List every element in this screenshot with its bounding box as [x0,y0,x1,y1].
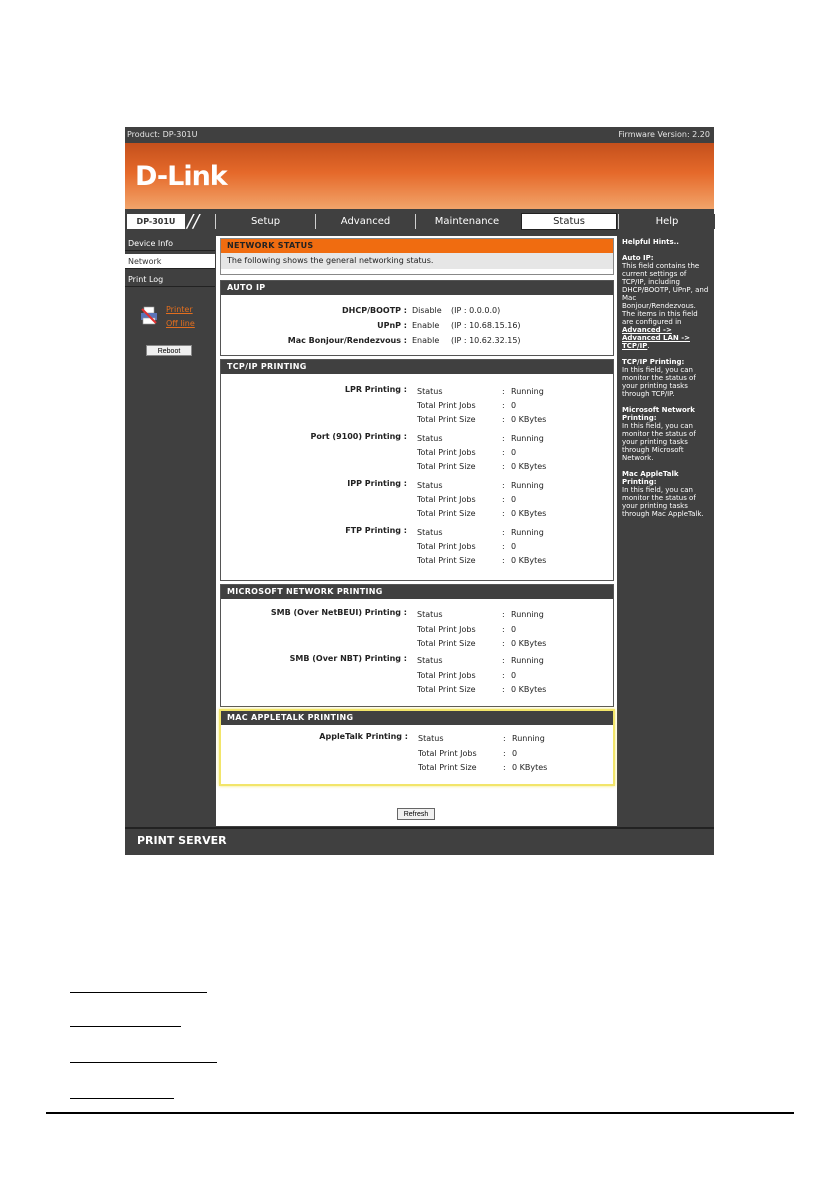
sidebar-item-device-info[interactable]: Device Info [125,236,215,251]
tab-advanced[interactable]: Advanced [315,214,415,229]
separator: : [502,685,505,694]
separator: : [502,542,505,551]
bonjour-state: Enable [412,336,440,345]
firmware-label: Firmware Version: 2.20 [618,130,710,139]
field-status: Status [417,656,443,665]
separator: : [502,528,505,537]
ipp-label: IPP Printing : [347,479,407,488]
dlink-logo: D-Link [135,161,227,192]
field-status: Status [417,434,443,443]
ipp-size: 0 KBytes [511,509,547,518]
field-jobs: Total Print Jobs [417,542,476,551]
lpr-status: Running [511,387,544,396]
port9100-status: Running [511,434,544,443]
auto-ip-panel [220,280,614,356]
offline-link[interactable]: Off line [166,319,195,328]
ftp-status: Running [511,528,544,537]
separator: : [502,656,505,665]
top-bar [125,127,714,143]
field-status: Status [417,387,443,396]
separator: : [502,509,505,518]
port9100-label: Port (9100) Printing : [310,432,407,441]
hint-auto-ip-title: Auto IP: [622,254,654,262]
hint-microsoft-text: In this field, you can monitor the status of your printing tasks through Microsoft Network. [622,422,696,462]
separator: : [502,387,505,396]
smb-netbeui-label: SMB (Over NetBEUI) Printing : [270,608,407,617]
separator: : [502,556,505,565]
hint-mac-text: In this field, you can monitor the status of your printing tasks through Mac AppleTalk. [622,486,704,518]
smb-nbt-label: SMB (Over NBT) Printing : [289,654,407,663]
field-jobs: Total Print Jobs [418,749,477,758]
separator: : [502,610,505,619]
hint-auto-ip: Auto IP: This field contains the current settings of TCP/IP, including DHCP/BOOTP, UPnP, and Mac Bonjour/Rendezvous. The items in this field are configured in Advanced -> Advanced LAN -> TCP/IP. [622,254,709,350]
tcpip-panel [220,359,614,581]
footer-print-server: PRINT SERVER [125,827,714,855]
mac-appletalk-panel [219,709,615,786]
ftp-size: 0 KBytes [511,556,547,565]
network-status-panel [220,238,614,275]
network-status-title: NETWORK STATUS [221,239,613,253]
blank-underline [70,1026,181,1027]
smb-nbt-jobs: 0 [511,671,517,680]
tab-setup[interactable]: Setup [215,214,315,229]
ipp-jobs: 0 [511,495,517,504]
blank-underline [70,992,207,993]
slash-divider-icon: // [187,211,200,232]
smb-netbeui-jobs: 0 [511,625,517,634]
lpr-jobs: 0 [511,401,517,410]
mac-appletalk-title: MAC APPLETALK PRINTING [221,711,613,725]
separator: : [502,671,505,680]
microsoft-panel [220,584,614,707]
dhcp-bootp-state: Disable [412,306,442,315]
ftp-jobs: 0 [511,542,517,551]
field-size: Total Print Size [417,685,476,694]
appletalk-jobs: 0 [512,749,518,758]
hint-mac [622,470,711,518]
hint-tcpip-title: TCP/IP Printing: [622,358,685,366]
smb-nbt-size: 0 KBytes [511,685,547,694]
screenshot-frame [125,127,714,855]
separator: : [502,495,505,504]
smb-netbeui-size: 0 KBytes [511,639,547,648]
refresh-button[interactable]: Refresh [397,808,435,820]
separator: : [502,625,505,634]
port9100-jobs: 0 [511,448,517,457]
appletalk-status: Running [512,734,545,743]
field-size: Total Print Size [417,462,476,471]
field-size: Total Print Size [417,415,476,424]
field-jobs: Total Print Jobs [417,448,476,457]
smb-nbt-status: Running [511,656,544,665]
lpr-label: LPR Printing : [344,385,407,394]
separator: : [503,734,506,743]
sidebar-item-network[interactable]: Network [125,254,215,269]
advanced-lan-link[interactable]: Advanced -> Advanced LAN -> TCP/IP [622,326,690,350]
dhcp-bootp-ip: (IP : 0.0.0.0) [451,306,501,315]
brand-banner [125,143,714,209]
hint-mac-title: Mac AppleTalk Printing: [622,470,679,486]
reboot-button[interactable]: Reboot [146,345,192,356]
field-jobs: Total Print Jobs [417,401,476,410]
field-size: Total Print Size [417,509,476,518]
field-status: Status [417,481,443,490]
sidebar [125,236,216,826]
field-size: Total Print Size [418,763,477,772]
field-jobs: Total Print Jobs [417,495,476,504]
appletalk-size: 0 KBytes [512,763,548,772]
field-status: Status [418,734,444,743]
network-status-description: The following shows the general networking status. [221,253,613,269]
dhcp-bootp-label: DHCP/BOOTP : [342,306,407,315]
product-label: Product: DP-301U [127,130,198,139]
tab-help[interactable]: Help [618,214,715,229]
hint-microsoft-title: Microsoft Network Printing: [622,406,695,422]
field-jobs: Total Print Jobs [417,671,476,680]
separator: : [502,415,505,424]
main-nav [125,211,714,233]
separator: : [502,401,505,410]
port9100-size: 0 KBytes [511,462,547,471]
bonjour-ip: (IP : 10.62.32.15) [451,336,521,345]
separator: : [502,462,505,471]
field-size: Total Print Size [417,556,476,565]
appletalk-label: AppleTalk Printing : [319,732,408,741]
field-jobs: Total Print Jobs [417,625,476,634]
sidebar-item-print-log[interactable]: Print Log [125,272,215,287]
ipp-status: Running [511,481,544,490]
page-bottom-rule [46,1112,794,1114]
hint-auto-ip-text: This field contains the current settings of TCP/IP, including DHCP/BOOTP, UPnP, and Mac Bonjour/Rendezvous. The items in this field are configured in [622,262,709,326]
microsoft-title: MICROSOFT NETWORK PRINTING [221,585,613,599]
blank-underline [70,1062,217,1063]
smb-netbeui-status: Running [511,610,544,619]
printer-link[interactable]: Printer [166,305,193,314]
blank-underline [70,1098,174,1099]
separator: : [502,639,505,648]
separator: : [502,434,505,443]
field-status: Status [417,610,443,619]
hint-microsoft [622,406,711,462]
printer-icon [140,306,158,326]
upnp-state: Enable [412,321,440,330]
tab-maintenance[interactable]: Maintenance [415,214,518,229]
separator: : [503,749,506,758]
lpr-size: 0 KBytes [511,415,547,424]
tcpip-title: TCP/IP PRINTING [221,360,613,374]
model-label: DP-301U [127,214,185,229]
auto-ip-title: AUTO IP [221,281,613,295]
hints-title: Helpful Hints.. [622,238,679,246]
tab-status[interactable]: Status [521,213,617,230]
field-status: Status [417,528,443,537]
bonjour-label: Mac Bonjour/Rendezvous : [287,336,407,345]
upnp-label: UPnP : [377,321,407,330]
separator: : [503,763,506,772]
field-size: Total Print Size [417,639,476,648]
separator: : [502,481,505,490]
hint-tcpip-text: In this field, you can monitor the status of your printing tasks through TCP/IP. [622,366,696,398]
main-content [216,236,617,826]
hint-tcpip [622,358,711,398]
separator: : [502,448,505,457]
upnp-ip: (IP : 10.68.15.16) [451,321,521,330]
helpful-hints [619,236,714,826]
ftp-label: FTP Printing : [345,526,407,535]
